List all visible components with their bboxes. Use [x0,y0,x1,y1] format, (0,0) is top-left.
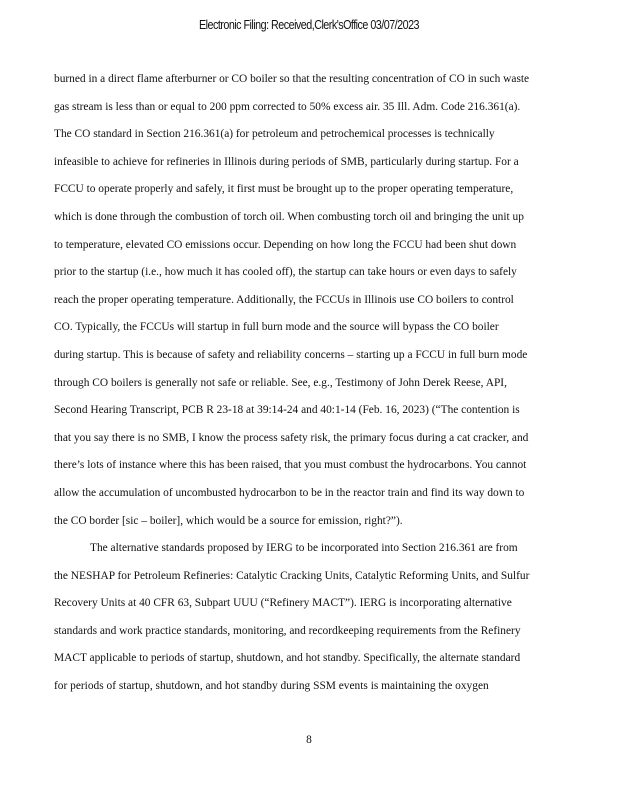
text-line: infeasible to achieve for refineries in Illinois during periods of SMB, particularly during startup. For a [54,155,519,168]
text-line: CO. Typically, the FCCUs will startup in full burn mode and the source will bypass the CO boiler [54,321,499,334]
page-number: 8 [306,734,312,746]
text-line: standards and work practice standards, monitoring, and recordkeeping requirements from the Refinery [54,624,521,637]
document-body [54,66,562,701]
text-line: MACT applicable to periods of startup, shutdown, and hot standby. Specifically, the alternate standard [54,652,521,665]
paragraph-1 [54,66,562,535]
text-line: which is done through the combustion of torch oil. When combusting torch oil and bringing the unit up [54,210,524,223]
text-line: that you say there is no SMB, I know the process safety risk, the primary focus during a cat cracker, and [54,431,529,444]
text-line: gas stream is less than or equal to 200 ppm corrected to 50% excess air. 35 Ill. Adm. Code 216.361(a). [54,100,521,113]
text-line: reach the proper operating temperature. Additionally, the FCCUs in Illinois use CO boilers to control [54,293,514,306]
text-line: during startup. This is because of safety and reliability concerns – starting up a FCCU in full burn mode [54,348,528,361]
text-line: the NESHAP for Petroleum Refineries: Catalytic Cracking Units, Catalytic Reforming Units, and Sulfur [54,569,530,582]
text-line: The CO standard in Section 216.361(a) for petroleum and petrochemical processes is technically [54,128,495,141]
text-line: Recovery Units at 40 CFR 63, Subpart UUU (“Refinery MACT”). IERG is incorporating alternative [54,597,512,610]
text-line: Second Hearing Transcript, PCB R 23-18 at 39:14-24 and 40:1-14 (Feb. 16, 2023) (“The contention is [54,404,520,417]
text-line: prior to the startup (i.e., how much it has cooled off), the startup can take hours or even days to safely [54,266,517,279]
text-line: the CO border [sic – boiler], which would be a source for emission, right?”). [54,514,403,527]
text-line: there’s lots of instance where this has been raised, that you must combust the hydrocarbons. You cannot [54,459,527,472]
text-line: The alternative standards proposed by IERG to be incorporated into Section 216.361 are from [90,542,518,555]
text-line: through CO boilers is generally not safe or reliable. See, e.g., Testimony of John Derek Reese, API, [54,376,507,389]
text-line: allow the accumulation of uncombusted hydrocarbon to be in the reactor train and find its way down to [54,486,525,499]
filing-stamp-header: Electronic Filing: Received,Clerk'sOffice 03/07/2023 [198,18,419,32]
text-line: FCCU to operate properly and safely, it first must be brought up to the proper operating temperature, [54,183,514,196]
text-line: to temperature, elevated CO emissions occur. Depending on how long the FCCU had been shut down [54,238,517,251]
text-line: burned in a direct flame afterburner or CO boiler so that the resulting concentration of CO in such waste [54,73,530,85]
text-line: for periods of startup, shutdown, and hot standby during SSM events is maintaining the oxygen [54,680,489,693]
paragraph-2 [54,535,562,701]
